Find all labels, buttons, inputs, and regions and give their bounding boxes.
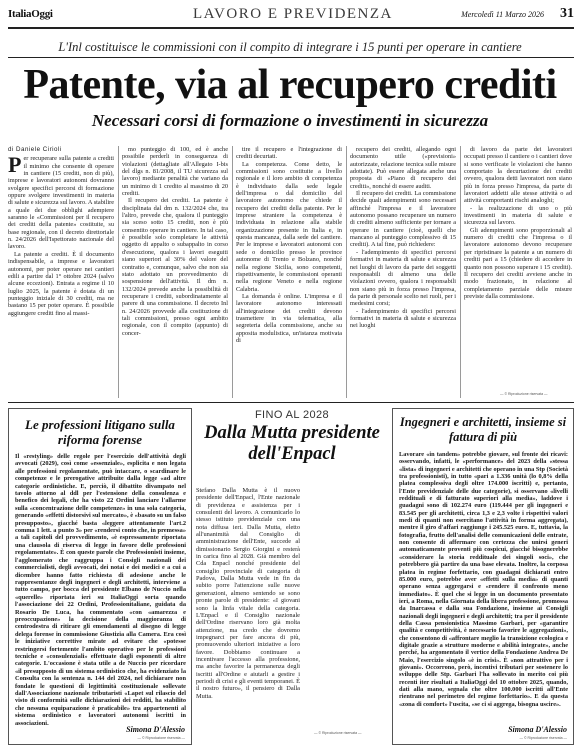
article-column-4 — [350, 146, 456, 401]
article-column-5 — [464, 146, 572, 386]
copyright-notice: — © Riproduzione riservata — — [500, 392, 548, 396]
right-box-title: Ingegneri e architetti, insieme si fattura di più — [399, 415, 567, 444]
paragraph: mo punteggio di 100, ed è anche possibile perderli in conseguenza di violazioni (dettagliate all'Allegato I-bis del dlgs n. 81/2008, il TU sicurezza sul lavoro) mediante penalità che variano da un minimo di 1 credito al massimo di 20 crediti. — [122, 146, 228, 198]
center-title: Dalla Mutta presidente dell'Enpacl — [204, 423, 380, 464]
paragraph: La patente a crediti. È il documento indispensabile, a imprese e lavoratori autonomi, per poter operare nei cantieri edili a partire dal 1° ottobre 2024 (salvo alcune eccezioni). Entrata a regime il 10 luglio 2025, la patente è dotata di un punteggio iniziale di 30 crediti, ma ne bastano 15 per poter operare. È possibile aggiungere crediti fino al massi- — [8, 250, 114, 317]
paragraph: di lavoro da parte dei lavoratori occupati presso il cantiere o i cantieri dove si sono verificate le violazioni che hanno comportato la decurtazione dei crediti ovvero, qualora detti lavoratori non siano più in forza presso l'impresa, da parte di lavoratori addetti alle stesse attività o ad attività comportanti rischi analoghi; — [464, 146, 572, 205]
column-divider — [346, 146, 347, 398]
masthead — [8, 6, 574, 26]
center-body: Stefano Dalla Mutta è il nuovo presidente dell'Enpacl, l'Ente nazionale di previdenza e assistenza per i consulenti del lavoro. A comunicarlo lo stesso istituto previdenziale con una nota diffusa ieri. Dalla Mutta, eletto all'unanimità dal Consiglio di amministrazione dell'Ente, succede al dimissionario Sergio Giorgini e resterà in carica fino al 2028. Già membro del Cda Enpacl nonché presidente del consiglio provinciale di categoria di Padova, Dalla Mutta vede in fin da subito porre l'attenzione sulle nuove generazioni, almeno sentendo se sono pronte parole di presidente: «I giovani sono la linfa vitale della categoria. L'Enpacl e il Consiglio nazionale dell'Ordine riservano loro già molta attenzione, ma credo che dovremo impegnarci per fare ancora di più, promuovendo ulteriori iniziative a loro favore. Dobbiamo continuare a incentivare l'accesso alla professione, ma anche favorire la permanenza degli iscritti all'Ordine e aiutarli a gestire i periodi di crisi e gli eventi temporanei. È il nostro futuro», il pensiero di Dalla Mutta. — [196, 487, 300, 700]
right-boxed-article — [392, 408, 574, 745]
column-divider — [460, 146, 461, 398]
paragraph: La competenza. Come detto, le commissioni sono costituite a livello regionale e il loro ambito di competenza è individuato dalla sede legale dell'impresa o dal domicilio del lavoratore autonomo che chiede il recupero dei crediti della patente. Per le imprese straniere la competenza è individuata in relazione alla stabile organizzazione presente in Italia e, in questa mancanza, dalla sede del cantiere. Per le imprese e lavoratori autonomi con sede o domicilio presso le province autonome di Trento e Bolzano, nonché nella regione Sicilia, sono competenti, rispettivamente, le commissioni operanti nella regione Veneto e nella regione Calabria. — [236, 160, 342, 293]
right-box-signature: Simona D'Alessio — [508, 725, 567, 734]
copyright-notice: — © Riproduzione riservata — — [137, 736, 185, 740]
article-headline: Patente, via al recupero crediti — [23, 62, 557, 108]
paragraph: recupero dei crediti, allegando ogni documento utile («previsioni» autorizzate, relazione tecnica sulle misure adottate). Può essere allegata anche una proposta di «Piano di recupero dei crediti», nonché di essere auditi. — [350, 146, 456, 190]
article-body — [8, 146, 574, 401]
paragraph: - l'adempimento di specifici percorsi formativi in materia di salute e sicurezza nei luoghi — [350, 307, 456, 330]
paragraph: Per recuperare sulla patente a crediti il minimo che consente di operare in cantiere (15 crediti, non di più), imprese e lavoratori autonomi dovranno svolgere specifici percorsi di formazione oppure svolgere investimenti in materia di salute e sicurezza sul lavoro. A stabilire a quale dei due obblighi adempiere saranno le «Commissioni per il recupero dei crediti della patente» costituite, su base regionale, con il decreto direttoriale n. 24/2026 dell'Ispettorato nazionale del lavoro. — [8, 152, 114, 251]
left-box-title: Le professioni litigano sulla riforma forense — [25, 417, 175, 447]
left-boxed-article — [8, 408, 192, 745]
masthead-rule — [8, 27, 574, 29]
drop-cap: P — [8, 152, 22, 178]
right-box-body: Lavorare «in tandem» potrebbe giovare, sul fronte dei ricavi: osservando, infatti, le «performance» del 2023 della «stessa «lista» di ingegneri e architetti che operano in una Stp (Società tra professionisti), in tutto «pari a 1.336 unità (lo 0,8% della platea complessiva degli oltre 174.000 iscritti) e, pertanto, l'Ente previdenziale delle due categorie), si osservano «livelli reddituali e di fatturato superiori alla media», laddove i guadagni sono di 102.274 euro (119.444 per gli ingegneri e 83.545 per gli architetti, circa 1,3 e 2,3 volte i rispettivi valori medi di quanti non esercitano l'attività in forma aggregata), mentre il giro d'affari raggiunge i 245.525 euro. E, tuttavia, la fotografia, frutto dell'analisi delle comunicazioni delle entrate, non consente di affermare con certezza che unirsi generi automaticamente proventi più cospicui, giacché bisognerebbe «considerare la storia reddituale dei singoli soci», che potrebbero già partire da una base elevata. Inoltre, la corposa platea in regime forfettario, con guadagni dichiarati entro 85.000 euro, potrebbe aver «effetti sulla media» di quanti operano senza aggregarsi e «rendere il confronto meno immediato». È quel che si legge in un documento presentato ieri, a Roma, nella Giornata della libera professione, promossa da Inarcassa e dalla sua Fondazione, insieme ai Consigli nazionali degli ingegneri e degli architetti; tra per il presidente della Cassa pensionistica Massimo Garbari, per «garantire qualità e competitività, è necessario favorire le aggregazioni», che consentono di «affrontare meglio la transizione ecologica e digitale grazie a strutture moderne e abilità integrate», anche perché, ha argomentato il vertice della Fondazione Andrea De Maio, l'esercizio singolo «è in crisi». È «non attrattivo per i giovani». Occorrono, però, incentivi tributari per sostenere lo sviluppo delle Stp. Garbari l'ha sollevato in merito coi più recenti iter risultati a ItaliaOggi del 10 ottobre 2025, quando, dati alla mano, segnala che oltre 100.000 iscritti all'Ente rientrano nel perimetro del regime forfettario». E da questa «zona di comfort» l'uscita, «se ci si aggrega, bisogna uscire». — [399, 451, 568, 708]
left-box-body: Il «restyling» delle regole per l'esercizio dell'attività degli avvocati (2029), così come «essenziale», esplicita e non legata alle professioni regolamentate, può intaccare, o scardinare le competenze e le prerogative attribuite dalla legge «ad altre categorie ordinistiche. E, perciò, il dibattito divampato nel tavolo attorno al ddl per l'estensione della consulenza e benefico dei legali, che ha visto 22 Ordini lanciare l'allarme sulla «concentrazione delle competenze» in una sola categoria, generando «effetti distorsivi sul mercato», è «basato su un falso presupposto», giacché basta «leggere attentamente l'art.2 comma 1 lett. a punto 3» per «rendersi conto che, in premessa» a tali capitoli del provvedimento, «è espressamente riportata una clausola di riserva di legge in favore delle professioni regolamentate». È con queste parole che Professionisti insieme, l'agglomerato che raggruppa i Consigli nazionali dei commercialisti, degli avvocati, dei notai e dei medici e a cui a dicembre hanno fatto richiesta di adesione anche le rappresentanze degli ingegneri e degli architetti, interviene a tutto campo, per bocca del presidente Elbano de Nuccio nella «querelle» riportata ieri su ItaliaOggi sorta quando l'associazione dei 22 Ordini, Professionitaliane, guidata da Rosario De Luca, ha commentato «con «amarezza e preoccupazione» la decisione della maggioranza di centrodestra di ritirare gli emendamenti al disegno di legge delega forense in commissione Giustizia alla Camera. Era così le iniziative correttive mirate ad evitare che «potesse restringersi fortemente l'ambito operativo per le professioni tecniche e «consulenziali» effettuate dagli esponenti di altre categorie. L'occasione è stata utile a de Nuccio per ricordare «il presupposto di un sistema ordinistico che, ha evidenziato la Consulta con la sentenza n. 144 del 2024, nel dichiarare non fondate le questioni di legittimità costituzionale sollevate dall'Associazione nazionale tributaristi «Lapet sul rilascio del visto di conformità sulle dichiarazioni dei redditi, ha stabilito che nessuna equiparazione è praticabile» tra appartenenti al sistema ordinistico e lavoratori autonomi iscritti in associazioni. — [15, 453, 186, 727]
kicker-rule — [8, 57, 574, 58]
column-divider — [118, 146, 119, 398]
paragraph: Il recupero dei crediti. La patente è disciplinata dal dm n. 132/2024 che, tra l'altro, prevede che, qualora il punteggio sia sceso sotto 15 crediti, non è più consentito operare in cantiere. In tal caso, è possibile solo completare le attività oggetto di appalto o subappalto in corso d'esecuzione, qualora i lavori eseguiti siano superiori al 30% del valore del contratto e, comunque, salvo che non sia stato adottato un provvedimento di sospensione dell'attività. Il dm n. 132/2024 prevede anche la possibilità di recuperare i crediti, subordinatamente al parere di una commissione. Il decreto Inl n. 24/2026 provvede alla costituzione di tali commissioni, presso ogni ambito regionale, con il compito (appunto) di concer- — [122, 197, 228, 337]
column-divider — [232, 146, 233, 398]
article-kicker: L'Inl costituisce le commissioni con il compito di integrare i 15 punti per operare in cantiere — [58, 40, 522, 54]
center-kicker: FINO AL 2028 — [254, 409, 330, 421]
copyright-notice: — © Riproduzione riservata — — [519, 736, 567, 740]
copyright-notice: — © Riproduzione riservata — — [314, 731, 362, 735]
article-column-1 — [8, 146, 114, 401]
paragraph: tire il recupero e l'integrazione di crediti decurtati. — [236, 146, 342, 161]
section-title: LAVORO E PREVIDENZA — [193, 6, 393, 22]
issue-date: Mercoledì 11 Marzo 2026 — [461, 10, 544, 19]
paragraph: Gli adempimenti sono proporzionali al numero di crediti che l'impresa o il lavoratore autonomo devono recuperare per ripristinare la patente a un numero di crediti pari a 15 (chiedere di accedere in quanto non possono superare i 15 crediti). Il recupero dei crediti avviene anche in modo frazionato, in relazione al completamento parziale delle misure previste dalla commissione. — [464, 226, 572, 300]
article-column-3 — [236, 146, 342, 401]
article-column-2 — [122, 146, 228, 401]
left-box-signature: Simona D'Alessio — [126, 725, 185, 734]
byline: di Daniele Cirioli — [8, 146, 62, 153]
paragraph: - la realizzazione di uno o più investimenti in materia di salute e sicurezza sul lavoro. — [464, 204, 572, 227]
newspaper-logo: ItaliaOggi — [8, 8, 53, 20]
page-number: 31 — [560, 6, 574, 21]
article-subhead: Necessari corsi di formazione o investimenti in sicurezza — [91, 111, 489, 130]
section-rule — [8, 402, 574, 403]
paragraph: Il recupero dei crediti. La commissione decide quali adempimenti sono necessari affinché l'impresa e il lavoratore autonomo possano recuperare un numero di crediti almeno sufficiente per tornare a operare in cantiere (cioè, quelli che mancano al punteggio complessivo di 15 crediti). A tal fine, può richiedere: — [350, 190, 456, 249]
paragraph: - l'adempimento di specifici percorsi formativi in materia di salute e sicurezza nei luoghi di lavoro da parte dei soggetti responsabili di almeno una delle violazioni ovvero, qualora i responsabili non siano più in forza presso l'impresa, da parte di personale scelto nei ruoli, per i medesimi corsi; — [350, 248, 456, 308]
center-article — [196, 407, 388, 743]
paragraph: La domanda è online. L'impresa e il lavoratore autonomo interessati all'integrazione dei crediti devono trasmettere in via telematica, alla segreteria della commissione, anche su apposita modulistica, un'istanza motivata di — [236, 292, 342, 344]
